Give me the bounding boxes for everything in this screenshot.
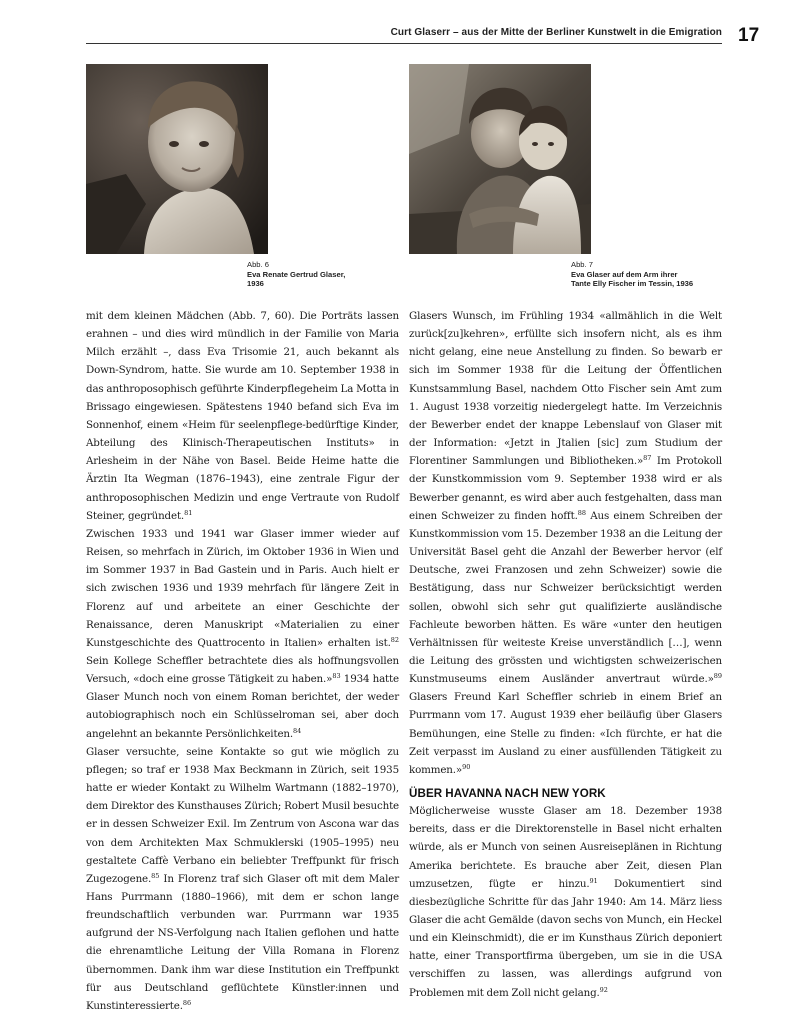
text-run: 1934 hatte Glaser Munch noch von einem Roman berichtet, der weder autobiographisch noch ein Schlüsselroman sei, aber doch angelehnt an bekannte Persönlichkeiten.: [86, 673, 399, 740]
text-run: Im Protokoll der Kunstkommission vom 9. September 1938 wird er als Bewerber genannt, es wird aber auch festgehalten, dass man einen Schweizer zu finden hofft.: [409, 455, 722, 522]
text-column-left: [86, 307, 399, 1015]
text-run: Glaser versuchte, seine Kontakte so gut wie möglich zu pflegen; so traf er 1938 Max Beckmann in Zürich, seit 1935 hatte er wieder Kontakt zu Wilhelm Wartmann (1882–1970), dem Direktor des Kunsthauses Zürich; Robert Musil besuchte er in dessen Schweizer Exil. Im Zentrum von Ascona war das von dem Architekten Max Schmuklerski (1905–1995) neu gestaltete Caffè Verbano ein beliebter Treffpunkt für frisch Zugezogene.: [86, 745, 399, 885]
figure-caption-7: [571, 260, 731, 289]
text-run: In Florenz traf sich Glaser oft mit dem Maler Hans Purrmann (1880–1966), mit dem er schon lange freundschaftlich verbunden war. Purrmann war 1935 aufgrund der NS-Verfolgung nach Italien geflohen und hatte die ehrenamtliche Leitung der Villa Romana in Florenz übernommen. Dank ihm war diese Institution ein Treffpunkt für aus Deutschland geflüchtete Künstler:innen und Kunstinteressierte.: [86, 872, 399, 1012]
text-run: Dokumentiert sind diesbezügliche Schritte für das Jahr 1940: Am 14. März liess Glaser die acht Gemälde (davon sechs von Munch, ein Heckel und ein Kleinschmidt), die er im Kunsthaus Zürich deponiert hatte, einer Transportfirma übergeben, um sie in die USA verschiffen zu lassen, was allerdings aufgrund von Problemen mit dem Zoll nicht gelang.: [409, 877, 722, 999]
footnote-ref: 85: [151, 871, 160, 880]
caption-line: 1936: [247, 279, 264, 289]
text-run: Glasers Freund Karl Scheffler schrieb in einem Brief an Purrmann vom 17. August 1939 eher beiläufig über Glasers Bemühungen, eine Stelle zu finden: «Ich fürchte, er hat die Zeit verpasst im Ausland zu einer ausfüllenden Tätigkeit zu kommen.»: [409, 691, 722, 776]
figure-label: Abb. 6: [247, 260, 269, 269]
footnote-ref: 89: [713, 672, 722, 681]
running-header: Curt Glaserr – aus der Mitte der Berliner Kunstwelt in die Emigration: [390, 27, 722, 38]
header-rule: [86, 43, 722, 44]
paragraph: [409, 802, 722, 1002]
figure-label: Abb. 7: [571, 260, 593, 269]
paragraph: [86, 525, 399, 743]
paragraph: [409, 307, 722, 779]
footnote-ref: 90: [462, 762, 471, 771]
photo-eva-portrait: [86, 64, 268, 254]
footnote-ref: 84: [293, 726, 302, 735]
caption-line: Eva Glaser auf dem Arm ihrer: [571, 269, 678, 279]
caption-line: Tante Elly Fischer im Tessin, 1936: [571, 279, 694, 289]
footnote-ref: 86: [182, 998, 192, 1007]
footnote-ref: 82: [390, 635, 399, 644]
footnote-ref: 92: [599, 985, 608, 994]
text-column-right: [409, 307, 722, 1002]
text-run: Sein Kollege Scheffler betrachtete dies als hoffnungsvollen Versuch, «doch eine grosse Tätigkeit zu haben.»: [86, 654, 399, 686]
footnote-ref: 81: [184, 508, 193, 517]
page-number: 17: [738, 25, 760, 46]
text-run: Zwischen 1933 und 1941 war Glaser immer wieder auf Reisen, so mehrfach in Zürich, im Oktober 1936 in Wien und im Sommer 1937 in Bad Gastein und in Paris. Auch hielt er sich zwischen 1936 und 1939 mehrfach für längere Zeit in Florenz auf und arbeitete an einer Geschichte der Renaissance, deren Manuskript «Materialien zu einer Kunstgeschichte des Quattrocento in Italien» erhalten ist.: [86, 527, 399, 649]
footnote-ref: 87: [643, 454, 652, 463]
figure-caption-6: [247, 260, 397, 289]
paragraph: [86, 307, 399, 525]
text-run: Glasers Wunsch, im Frühling 1934 «allmählich in die Welt zurück[zu]kehren», erfüllte sich insofern nicht, als es ihm nicht gelang, eine neue Anstellung zu finden. So bewarb er sich im Sommer 1938 für die Leitung der Öffentlichen Kunstsammlung Basel, nachdem Otto Fischer sein Amt zum 1. August 1938 vorzeitig niedergelegt hatte. Im Verzeichnis der Bewerber endet der knappe Lebenslauf von Glaser mit der Information: «Jetzt in Jtalien [sic] zum Studium der Florentiner Sammlungen und Bibliotheken.»: [409, 310, 722, 468]
footnote-ref: 91: [589, 876, 598, 885]
section-heading: ÜBER HAVANNA NACH NEW YORK: [409, 787, 606, 801]
paragraph: [86, 743, 399, 1015]
text-run: Möglicherweise wusste Glaser am 18. Dezember 1938 bereits, dass er die Direktorenstelle in Basel nicht erhalten würde, als er Munch von seinen Ausreiseplänen in Richtung Amerika berichtete. Es brauche aber Zeit, diesen Plan umzusetzen, fügte er hinzu.: [409, 805, 722, 890]
footnote-ref: 88: [577, 508, 586, 517]
caption-line: Eva Renate Gertrud Glaser,: [247, 269, 346, 279]
text-run: mit dem kleinen Mädchen (Abb. 7, 60). Die Porträts lassen erahnen – und dies wird mündlich in der Familie von Maria Milch erzählt –, dass Eva Trisomie 21, auch bekannt als Down-Syndrom, hatte. Sie wurde am 10. September 1938 in das anthroposophisch geführte Kinderpflegeheim La Motta in Brissago eingewiesen. Spätestens 1940 befand sich Eva im Sonnenhof, einem «Heim für seelenpflege-bedürftige Kinder, Abteilung des Klinisch-Therapeutischen Instituts» in Arlesheim in der Nähe von Basel. Beide Heime hatte die Ärztin Ita Wegman (1876–1943), eine zentrale Figur der anthroposophischen Medizin und enge Vertraute von Rudolf Steiner, gegründet.: [86, 310, 399, 522]
footnote-ref: 83: [332, 672, 341, 681]
text-run: Aus einem Schreiben der Kunstkommission vom 15. Dezember 1938 an die Leitung der Universität Basel geht die Anzahl der Bewerber hervor (elf Deutsche, zwei Franzosen und zehn Schweizer) sowie die Bestätigung, dass nur Schweizer berücksichtigt werden sollen, obwohl sich sehr gut qualifizierte ausländische Fachleute beworben hätten. Es wäre «unter den heutigen Verhältnissen für weiteste Kreise unverständlich […], wenn die Leitung des grössten und wichtigsten schweizerischen Kunstmuseums einem Ausländer anvertraut würde.»: [409, 509, 722, 686]
photo-elly-fischer-with-eva: [409, 64, 591, 254]
